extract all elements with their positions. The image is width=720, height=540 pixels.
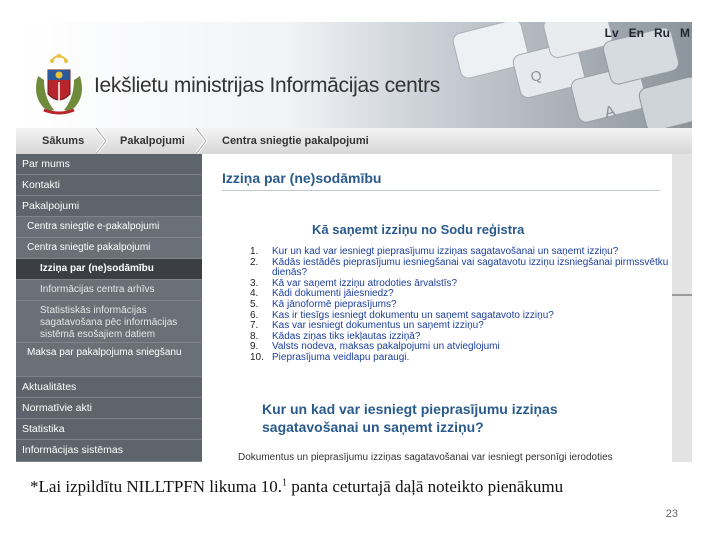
sidebar-item-aktualitates[interactable] xyxy=(16,377,202,398)
faq-link[interactable]: Kur un kad var iesniegt pieprasījumu izziņas sagatavošanai un saņemt izziņu? xyxy=(272,246,619,257)
faq-link[interactable]: Kā jānoformē pieprasījums? xyxy=(272,298,397,310)
page-number: 23 xyxy=(665,508,678,520)
faq-number: 9. xyxy=(250,341,259,353)
sidebar-item-info-sistemas[interactable] xyxy=(16,440,202,462)
scrollbar-thumb[interactable] xyxy=(672,294,692,296)
faq-number: 1. xyxy=(250,246,259,257)
sidebar-item-label: Centra sniegtie e-pakalpojumi xyxy=(27,221,160,232)
sidebar-item-e-pakalpojumi[interactable] xyxy=(16,217,202,238)
sidebar-item-maksa[interactable] xyxy=(16,343,202,377)
sidebar-item-label: Izziņa par (ne)sodāmību xyxy=(40,263,154,274)
faq-link[interactable]: Kā var saņemt izziņu atrodoties ārvalstīs? xyxy=(272,277,458,289)
sidebar-item-label: Statistiskās informācijas sagatavošana pēc informācijas sistēmā esošajiem datiem xyxy=(40,305,178,340)
sidebar-item-centra-pakalpojumi[interactable] xyxy=(16,238,202,259)
chevron-right-icon xyxy=(96,128,108,154)
sidebar-item-par-mums[interactable] xyxy=(16,154,202,175)
faq-number: 5. xyxy=(250,298,259,310)
faq-link[interactable]: Kādi dokumenti jāiesniedz? xyxy=(272,288,394,300)
coat-of-arms-logo[interactable] xyxy=(30,46,88,116)
question-heading-line: Kur un kad var iesniegt pieprasījumu izziņas xyxy=(262,401,558,417)
faq-link[interactable]: Kas ir tiesīgs iesniegt dokumentu un saņemt sagatavoto izziņu? xyxy=(272,309,554,321)
main-content xyxy=(202,154,692,462)
scrollbar[interactable] xyxy=(672,154,692,462)
screenshot-frame xyxy=(16,22,692,462)
faq-number: 7. xyxy=(250,320,259,332)
breadcrumb-pakalpojumi[interactable]: Pakalpojumi xyxy=(120,135,185,147)
language-more[interactable]: M xyxy=(680,26,690,40)
faq-link[interactable]: Kādās iestādēs pieprasījumu iesniegšanai vai sagatavotu izziņu izsniegšanai pirmssvētku dienās? xyxy=(272,256,669,279)
breadcrumb xyxy=(16,128,692,155)
divider xyxy=(222,190,660,191)
faq-item[interactable] xyxy=(250,258,692,279)
caption-superscript: 1 xyxy=(282,477,287,489)
breadcrumb-home[interactable]: Sākums xyxy=(42,135,85,147)
sidebar-item-statistika[interactable] xyxy=(16,419,202,440)
faq-link[interactable]: Kas var iesniegt dokumentus un saņemt izziņu? xyxy=(272,320,484,332)
section-title: Kā saņemt izziņu no Sodu reģistra xyxy=(312,222,525,237)
caption-suffix: panta ceturtajā daļā noteikto pienākumu xyxy=(287,477,564,496)
faq-number: 8. xyxy=(250,330,259,342)
sidebar-item-label: Informācijas sistēmas xyxy=(22,444,123,456)
sidebar-item-arhivs[interactable] xyxy=(16,280,202,301)
sidebar-item-label: Normatīvie akti xyxy=(22,402,93,414)
slide-caption xyxy=(30,477,563,497)
faq-number: 3. xyxy=(250,277,259,289)
faq-item[interactable] xyxy=(250,353,692,364)
sidebar-item-label: Par mums xyxy=(22,158,70,170)
sidebar-item-label: Centra sniegtie pakalpojumi xyxy=(27,242,151,253)
sidebar-item-label: Informācijas centra arhīvs xyxy=(40,284,155,295)
language-en[interactable]: En xyxy=(628,26,644,40)
sidebar-nav xyxy=(16,154,202,462)
language-ru[interactable]: Ru xyxy=(654,26,670,40)
chevron-right-icon xyxy=(196,128,208,154)
sidebar-item-label: Maksa par pakalpojuma sniegšanu xyxy=(27,347,182,358)
svg-text:Q: Q xyxy=(528,66,544,85)
sidebar-item-kontakti[interactable] xyxy=(16,175,202,196)
sidebar-item-normativie-akti[interactable] xyxy=(16,398,202,419)
sidebar-item-label: Kontakti xyxy=(22,179,60,191)
language-lv[interactable]: Lv xyxy=(604,26,619,40)
faq-list xyxy=(250,247,692,364)
sidebar-item-label: Aktualitātes xyxy=(22,381,77,393)
site-title[interactable]: Iekšlietu ministrijas Informācijas centrs xyxy=(94,74,440,97)
faq-number: 10. xyxy=(250,351,264,363)
sidebar-item-statistika-info[interactable] xyxy=(16,301,202,343)
sidebar-item-label: Pakalpojumi xyxy=(22,200,80,212)
faq-link[interactable]: Valsts nodeva, maksas pakalpojumi un atvieglojumi xyxy=(272,341,500,353)
breadcrumb-current[interactable]: Centra sniegtie pakalpojumi xyxy=(222,135,369,147)
site-header xyxy=(16,22,692,128)
sidebar-item-label: Statistika xyxy=(22,423,65,435)
faq-number: 6. xyxy=(250,309,259,321)
faq-link[interactable]: Kādas ziņas tiks iekļautas izziņā? xyxy=(272,330,421,342)
question-heading-line: sagatavošanai un saņemt izziņu? xyxy=(262,419,484,435)
faq-number: 4. xyxy=(250,288,259,300)
sidebar-item-pakalpojumi[interactable] xyxy=(16,196,202,217)
body-text: Dokumentus un pieprasījumu izziņas sagatavošanai var iesniegt personīgi ierodoties xyxy=(238,452,613,462)
page-title: Izziņa par (ne)sodāmību xyxy=(222,170,382,186)
faq-number: 2. xyxy=(250,256,259,268)
svg-text:A: A xyxy=(602,102,618,122)
caption-prefix: *Lai izpildītu NILLTPFN likuma 10. xyxy=(30,477,282,496)
sidebar-item-izzina[interactable] xyxy=(16,259,202,280)
faq-link[interactable]: Pieprasījuma veidlapu paraugi. xyxy=(272,351,410,363)
language-switcher xyxy=(603,26,692,40)
question-heading xyxy=(262,400,558,436)
